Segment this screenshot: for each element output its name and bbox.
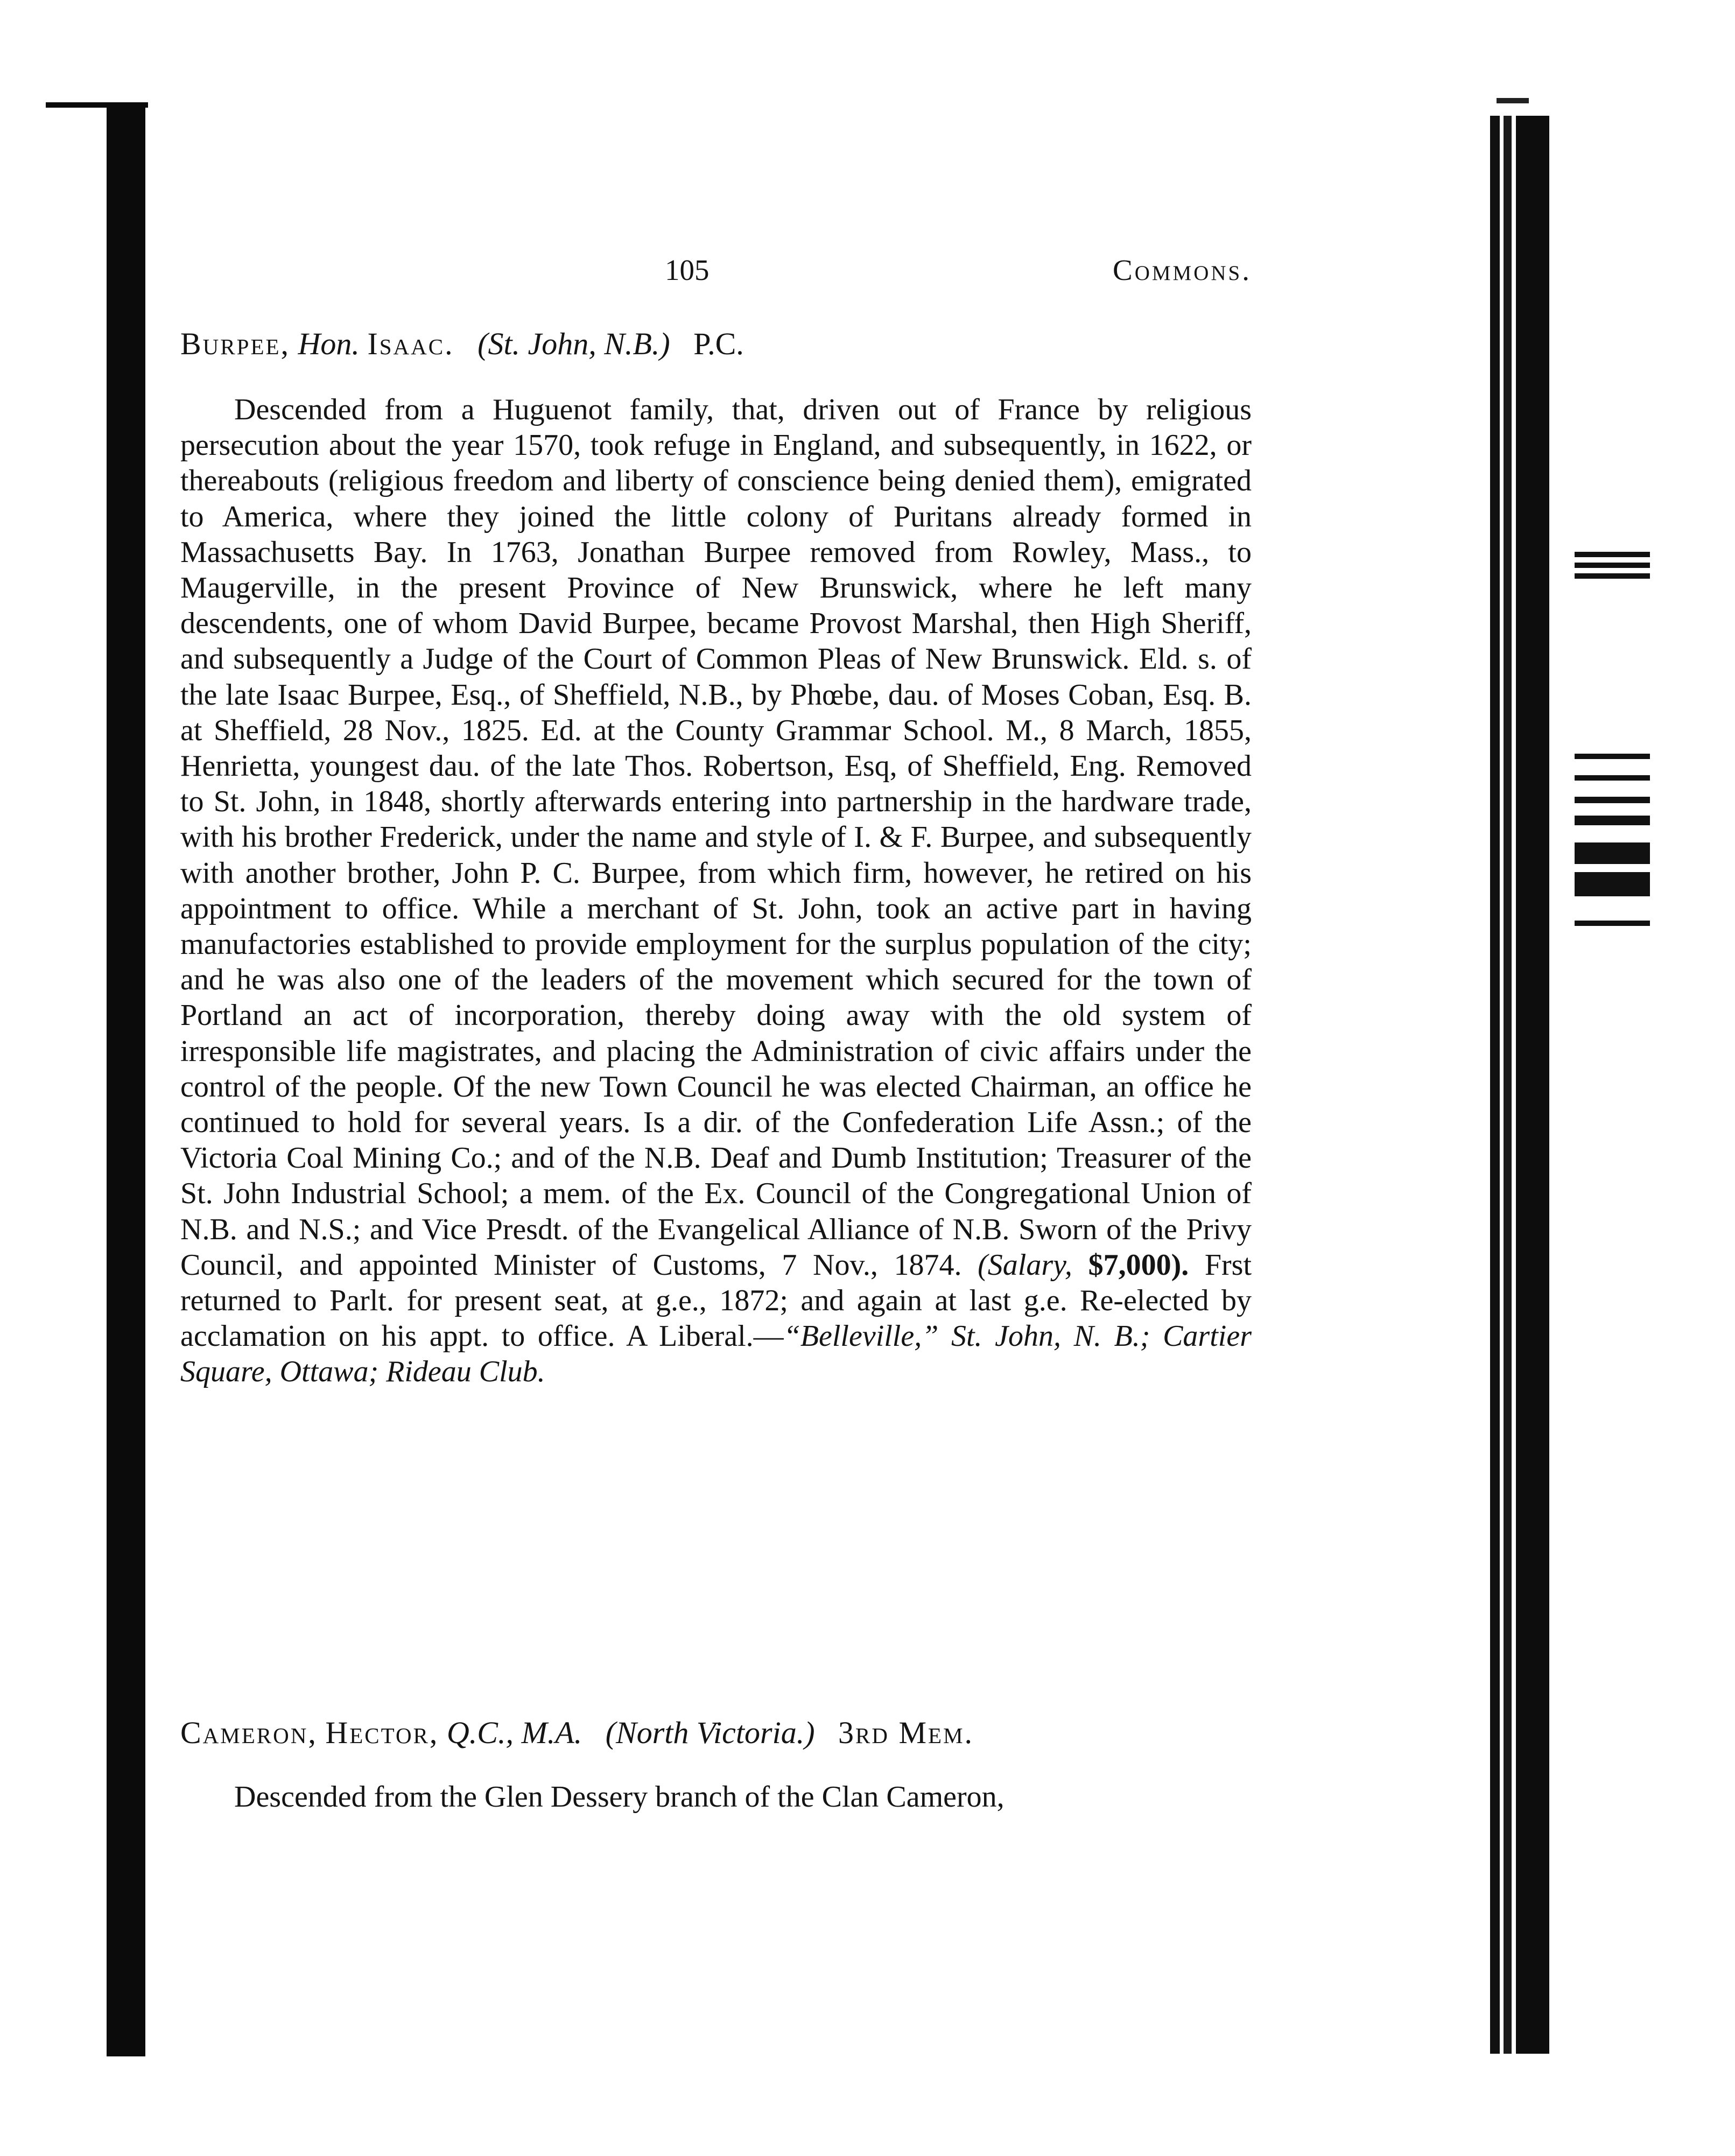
entry-biography-cameron bbox=[180, 1779, 1252, 1815]
biography-text: Descended from the Glen Dessery branch of the Clan Cameron, bbox=[234, 1780, 1005, 1814]
scan-tick-mark bbox=[1575, 872, 1650, 896]
entry-given-name: Hector, bbox=[325, 1715, 439, 1750]
entry-honorific: Hon. bbox=[298, 326, 360, 361]
scan-edge-mark bbox=[1497, 98, 1529, 103]
scan-tick-mark bbox=[1575, 754, 1650, 759]
scan-tick-mark bbox=[1575, 775, 1650, 781]
entry-qualifications: Q.C., M.A. bbox=[446, 1715, 582, 1750]
salary-label: (Salary, bbox=[978, 1248, 1072, 1282]
entry-heading-cameron bbox=[180, 1715, 974, 1751]
entry-surname: Burpee, bbox=[180, 326, 291, 361]
entry-constituency: (St. John, N.B.) bbox=[477, 326, 670, 361]
entry-given-name: Isaac. bbox=[367, 326, 454, 361]
page-number: 105 bbox=[665, 254, 710, 286]
entry-address: “Belleville,” St. John, N. B.; Cartier Square, Ottawa; Rideau Club. bbox=[180, 1319, 1252, 1389]
scan-tick-mark bbox=[1575, 797, 1650, 803]
scan-tick-mark bbox=[1575, 921, 1650, 926]
entry-constituency: (North Victoria.) bbox=[605, 1715, 815, 1750]
scan-tick-mark bbox=[1575, 816, 1650, 825]
biography-text: Descended from a Huguenot family, that, driven out of France by religious persecution about the year 1570, took refuge in England, and subsequently, in 1622, or thereabouts (religious freedom and liberty of conscience being denied them), emigrated to America, where they joined the little colony of Puritans already formed in Massachusetts Bay. In 1763, Jonathan Burpee removed from Rowley, Mass., to Maugerville, in the present Province of New Brunswick, where he left many descendents, one of whom David Burpee, became Provost Marshal, then High Sheriff, and subsequently a Judge of the Court of Common Pleas of New Brunswick. Eld. s. of the late Isaac Burpee, Esq., of Sheffield, N.B., by Phœbe, dau. of Moses Coban, Esq. B. at Sheffield, 28 Nov., 1825. Ed. at the County Grammar School. M., 8 March, 1855, Henrietta, youngest dau. of the late Thos. Robertson, Esq, of Sheffield, Eng. Removed to St. John, in 1848, shortly afterwards entering into partnership in the hardware trade, with his brother Frederick, under the name and style of I. & F. Burpee, and subsequently with another brother, John P. C. Burpee, from which firm, however, he retired on his appointment to office. While a merchant of St. John, took an active part in having manufactories established to provide employment for the surplus population of the city; and he was also one of the leaders of the movement which secured for the town of Portland an act of incorporation, thereby doing away with the old system of irresponsible life magistrates, and placing the Administration of civic affairs under the control of the people. Of the new Town Council he was elected Chairman, an office he continued to hold for several years. Is a dir. of the Confederation Life Assn.; of the Victoria Coal Mining Co.; and of the N.B. Deaf and Dumb Institution; Treasurer of the St. John Industrial School; a mem. of the Ex. Council of the Congregational Union of N.B. and N.S.; and Vice Presdt. of the Evangelical Alliance of N.B. Sworn of the Privy Council, and appointed Minister of Customs, 7 Nov., 1874. bbox=[180, 393, 1252, 1282]
salary-value: $7,000). bbox=[1088, 1248, 1189, 1282]
page-header bbox=[180, 253, 1252, 296]
scan-tick-mark bbox=[1575, 842, 1650, 864]
scan-binding-edge bbox=[107, 102, 145, 2056]
scan-fore-edge bbox=[1490, 116, 1549, 2054]
scan-tick-mark bbox=[1575, 573, 1650, 579]
entry-title: 3rd Mem. bbox=[838, 1715, 974, 1750]
scan-tick-mark bbox=[1575, 563, 1650, 568]
running-head: Commons. bbox=[1113, 254, 1252, 286]
entry-surname: Cameron, bbox=[180, 1715, 318, 1750]
biography-text-continued: Frst returned to Parlt. for present seat, at g.e., 1872; and again at last g.e. Re-elected by acclamation on his appt. to office. A Liberal.— bbox=[180, 1248, 1252, 1353]
entry-heading-burpee bbox=[180, 326, 744, 362]
entry-title: P.C. bbox=[693, 326, 744, 361]
scan-tick-mark bbox=[1575, 552, 1650, 557]
entry-biography-burpee bbox=[180, 392, 1252, 1390]
